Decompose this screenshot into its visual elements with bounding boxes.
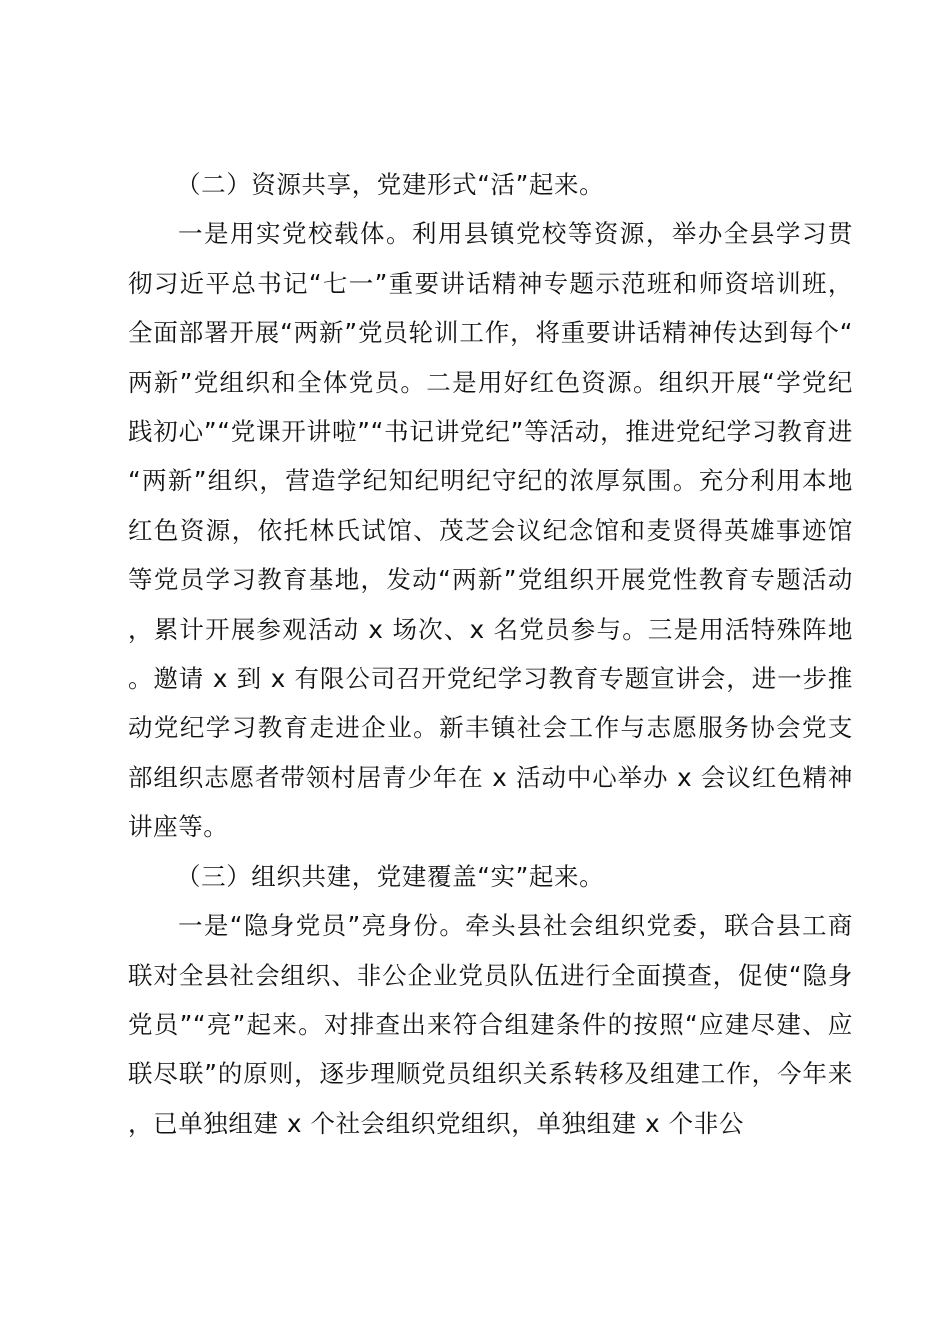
section-heading-two: （二）资源共享，党建形式“活”起来。: [176, 170, 605, 199]
section-heading-three: （三）组织共建，党建覆盖“实”起来。: [176, 861, 605, 891]
body-paragraph-organization: 一是“隐身党员”亮身份。牵头县社会组织党委，联合县工商联对全县社会组织、非公企业党员队伍进行全面摸查，促使“隐身党员”“亮”起来。对排查出来符合组建条件的按照“应建尽建、应联尽联”的原则，逐步理顺党员组织关系转移及组建工作，今年来，已单独组建 x 个社会组织党组织，单独组建 x 个非公: [128, 911, 853, 1138]
document-body: [128, 160, 853, 1148]
body-paragraph-resources: 一是用实党校载体。利用县镇党校等资源，举办全县学习贯彻习近平总书记“七一”重要讲话精神专题示范班和师资培训班，全面部署开展“两新”党员轮训工作，将重要讲话精神传达到每个“两新”党组织和全体党员。二是用好红色资源。组织开展“学党纪践初心”“党课开讲啦”“书记讲党纪”等活动，推进党纪学习教育进“两新”组织，营造学纪知纪明纪守纪的浓厚氛围。充分利用本地红色资源，依托林氏试馆、茂芝会议纪念馆和麦贤得英雄事迹馆等党员学习教育基地，发动“两新”党组织开展党性教育专题活动，累计开展参观活动 x 场次、x 名党员参与。三是用活特殊阵地。邀请 x 到 x 有限公司召开党纪学习教育专题宣讲会，进一步推动党纪学习教育走进企业。新丰镇社会工作与志愿服务协会党支部组织志愿者带领村居青少年在 x 活动中心举办 x 会议红色精神讲座等。: [128, 219, 853, 842]
